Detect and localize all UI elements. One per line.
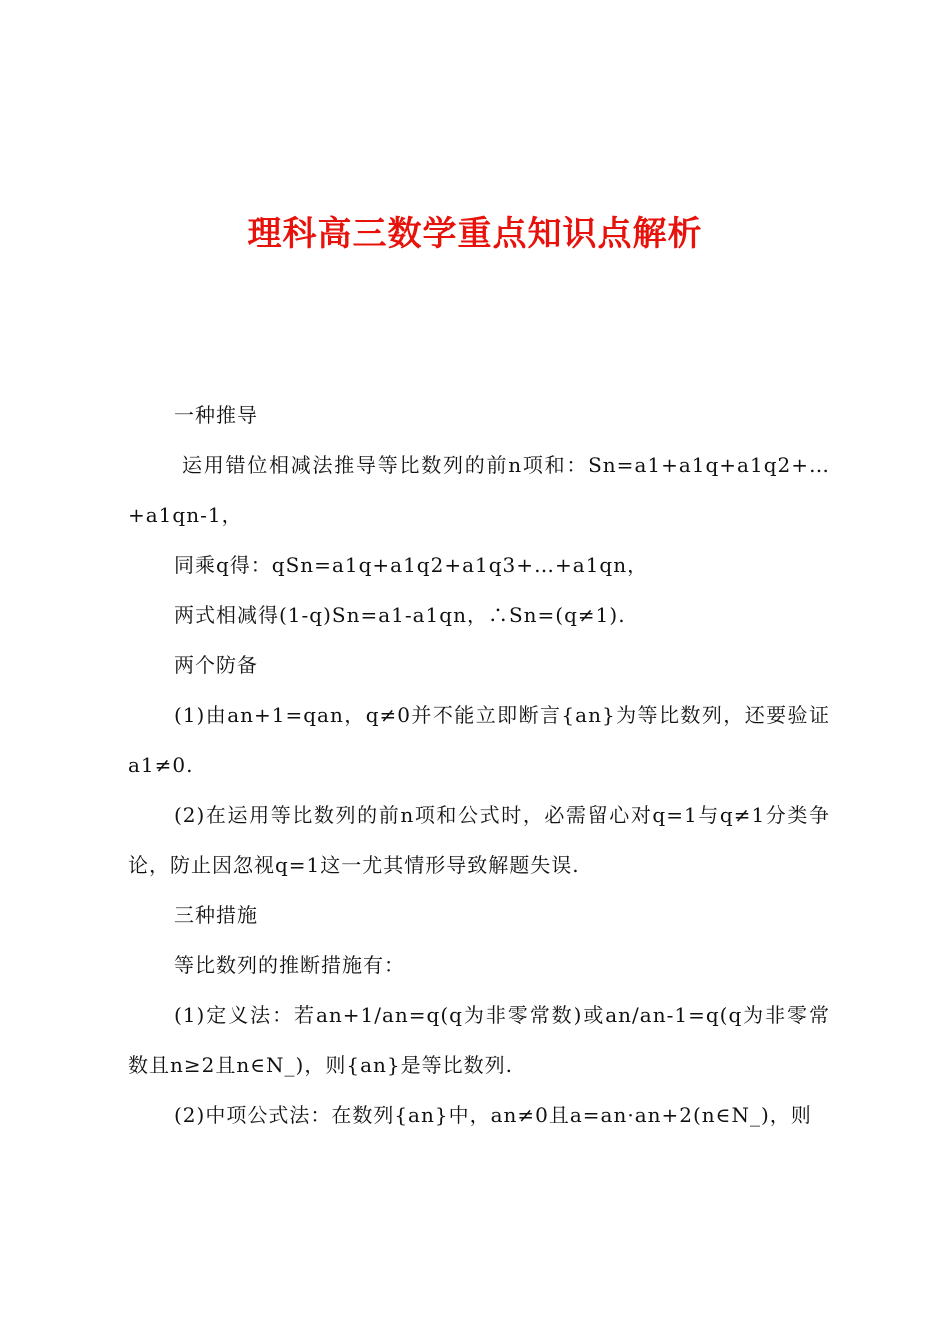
paragraph-precaution-2: (2)在运用等比数列的前n项和公式时，必需留心对q=1与q≠1分类争论，防止因忽视q=1这一尤其情形导致解题失误.: [128, 803, 830, 877]
paragraph-method-definition: (1)定义法：若an+1/an=q(q为非零常数)或an/an-1=q(q为非零常数且n≥2且n∈N_)，则{an}是等比数列.: [128, 1003, 830, 1077]
document-body: [128, 390, 830, 1140]
paragraph-derivation-method: 运用错位相减法推导等比数列的前n项和：Sn=a1+a1q+a1q2+…+a1qn-1，: [128, 453, 830, 527]
paragraph-subtract: 两式相减得(1-q)Sn=a1-a1qn，∴Sn=(q≠1).: [174, 603, 626, 627]
paragraph-method-middle-term: (2)中项公式法：在数列{an}中，an≠0且a=an·an+2(n∈N_)，则: [174, 1103, 812, 1127]
paragraph-multiply-q: 同乘q得：qSn=a1q+a1q2+a1q3+…+a1qn，: [174, 553, 649, 577]
section-heading-methods: 三种措施: [174, 903, 258, 927]
document-title: 理科高三数学重点知识点解析: [247, 214, 703, 254]
paragraph-methods-intro: 等比数列的推断措施有：: [174, 953, 405, 977]
paragraph-precaution-1: (1)由an+1=qan，q≠0并不能立即断言{an}为等比数列，还要验证a1≠0.: [128, 703, 830, 777]
section-heading-precautions: 两个防备: [174, 653, 258, 677]
section-heading-derivation: 一种推导: [174, 403, 258, 427]
